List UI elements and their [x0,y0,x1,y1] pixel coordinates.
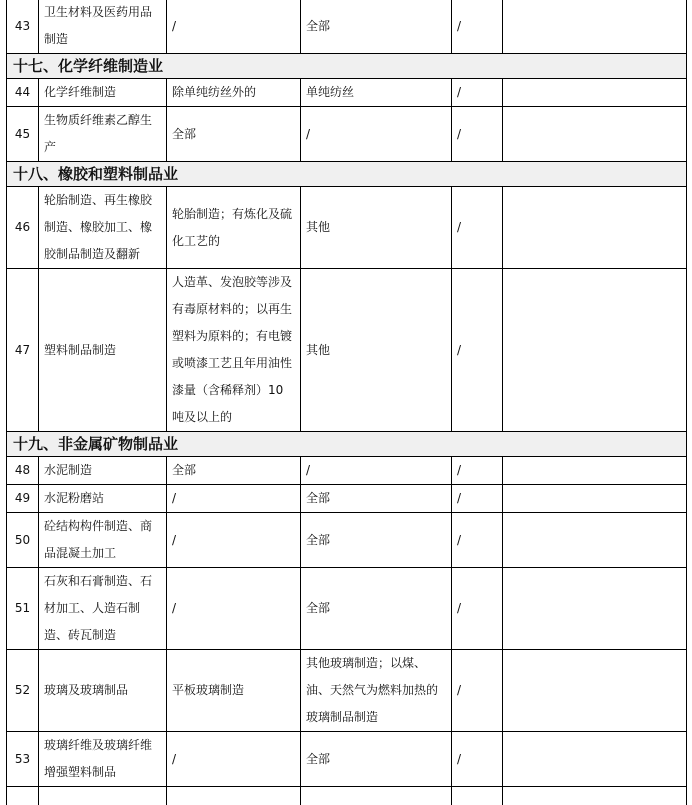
category-a-cell: / [167,513,301,568]
row-number-cell: 53 [7,732,39,787]
category-c-cell: / [452,0,503,54]
category-b-cell: 全部 [301,732,452,787]
category-b-cell: 全部 [301,485,452,513]
table-row [7,0,687,54]
industry-name-cell [39,787,167,805]
category-a-cell: / [167,732,301,787]
remark-cell [503,457,687,485]
category-c-cell: / [452,269,503,432]
category-b-cell: / [301,457,452,485]
industry-name-cell: 生物质纤维素乙醇生产 [39,107,167,162]
category-c-cell: / [452,457,503,485]
category-a-cell: 全部 [167,107,301,162]
remark-cell [503,732,687,787]
category-c-cell: / [452,568,503,650]
category-b-cell [301,787,452,805]
section-header-row [7,54,687,79]
table-row [7,513,687,568]
section-title: 十八、橡胶和塑料制品业 [7,162,687,187]
row-number-cell: 44 [7,79,39,107]
industry-name-cell: 水泥粉磨站 [39,485,167,513]
category-a-cell: 人造革、发泡胶等涉及有毒原材料的；以再生塑料为原料的；有电镀或喷漆工艺且年用油性漆量（含稀释剂）10吨及以上的 [167,269,301,432]
section-header-row [7,162,687,187]
category-b-cell: 单纯纺丝 [301,79,452,107]
row-number-cell: 52 [7,650,39,732]
remark-cell [503,650,687,732]
category-b-cell: 全部 [301,513,452,568]
row-number-cell: 47 [7,269,39,432]
category-b-cell: 其他 [301,269,452,432]
remark-cell [503,79,687,107]
remark-cell [503,787,687,805]
industry-name-cell: 玻璃纤维及玻璃纤维增强塑料制品 [39,732,167,787]
remark-cell [503,513,687,568]
category-b-cell: 其他玻璃制造；以煤、油、天然气为燃料加热的玻璃制品制造 [301,650,452,732]
category-a-cell: 轮胎制造；有炼化及硫化工艺的 [167,187,301,269]
category-c-cell: / [452,107,503,162]
row-number-cell: 46 [7,187,39,269]
table-body [7,0,687,805]
row-number-cell [7,787,39,805]
category-c-cell: / [452,650,503,732]
remark-cell [503,568,687,650]
category-b-cell: / [301,107,452,162]
remark-cell [503,187,687,269]
category-a-cell: 除单纯纺丝外的 [167,79,301,107]
category-a-cell [167,787,301,805]
row-number-cell: 50 [7,513,39,568]
row-number-cell: 48 [7,457,39,485]
category-a-cell: / [167,0,301,54]
table-row [7,650,687,732]
category-c-cell: / [452,732,503,787]
category-c-cell: / [452,187,503,269]
table-row [7,187,687,269]
table-row [7,787,687,805]
remark-cell [503,485,687,513]
remark-cell [503,0,687,54]
row-number-cell: 43 [7,0,39,54]
industry-name-cell: 塑料制品制造 [39,269,167,432]
table-row [7,107,687,162]
row-number-cell: 49 [7,485,39,513]
table-row [7,732,687,787]
category-b-cell: 全部 [301,568,452,650]
regulation-table [6,0,687,805]
row-number-cell: 51 [7,568,39,650]
category-c-cell: / [452,79,503,107]
section-title: 十七、化学纤维制造业 [7,54,687,79]
industry-name-cell: 水泥制造 [39,457,167,485]
category-c-cell: / [452,485,503,513]
industry-name-cell: 卫生材料及医药用品制造 [39,0,167,54]
row-number-cell: 45 [7,107,39,162]
category-a-cell: / [167,568,301,650]
table-row [7,568,687,650]
industry-name-cell: 化学纤维制造 [39,79,167,107]
industry-name-cell: 玻璃及玻璃制品 [39,650,167,732]
section-title: 十九、非金属矿物制品业 [7,432,687,457]
section-header-row [7,432,687,457]
category-a-cell: / [167,485,301,513]
remark-cell [503,107,687,162]
industry-name-cell: 轮胎制造、再生橡胶制造、橡胶加工、橡胶制品制造及翻新 [39,187,167,269]
category-a-cell: 全部 [167,457,301,485]
table-row [7,269,687,432]
industry-name-cell: 石灰和石膏制造、石材加工、人造石制造、砖瓦制造 [39,568,167,650]
category-c-cell [452,787,503,805]
industry-name-cell: 砼结构构件制造、商品混凝土加工 [39,513,167,568]
category-c-cell: / [452,513,503,568]
category-a-cell: 平板玻璃制造 [167,650,301,732]
table-row [7,485,687,513]
category-b-cell: 其他 [301,187,452,269]
remark-cell [503,269,687,432]
category-b-cell: 全部 [301,0,452,54]
table-row [7,79,687,107]
table-row [7,457,687,485]
